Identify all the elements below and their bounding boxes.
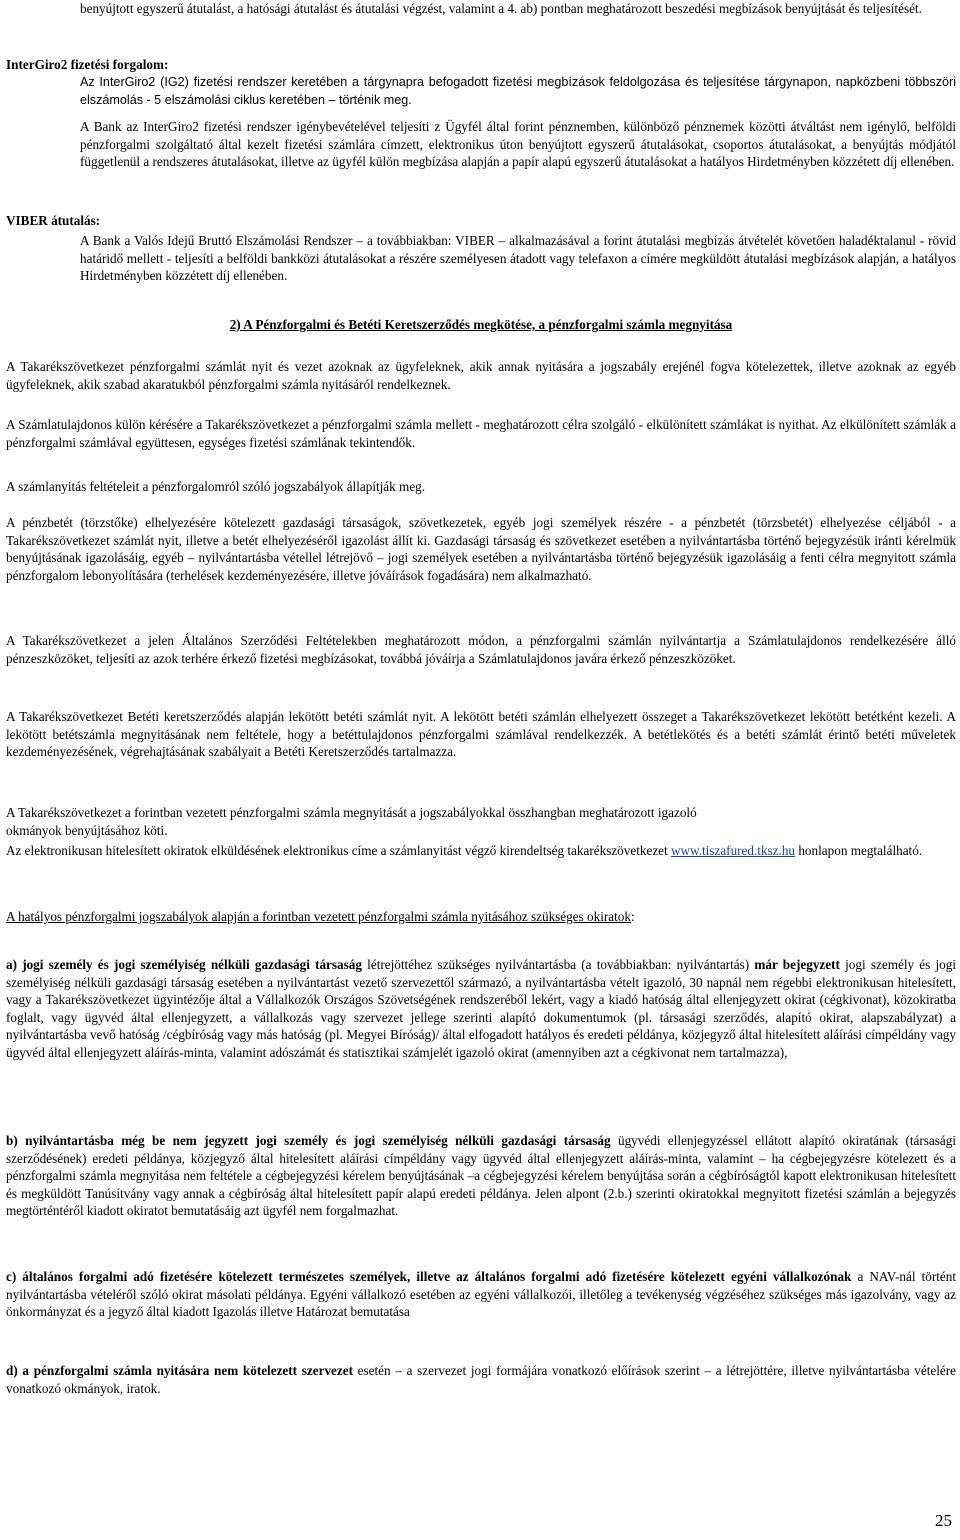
item-a-text-2: jogi személy és jogi személyiség nélküli gazdasági társaság esetében a nyilvántartást vezető szervezettől származó, a nyilvántartásba vételt igazoló, 30 napnál nem régebbi elektronikusan hitelesített, vagy a Takarékszövetkezet ügyintézője által a Vállalkozók Országos Szövetségének rendszeréből lekért, vagy a kiadó hatóság által ellenjegyzett okirat (cégkivonat), közokiratba foglalt, vagy ügyvéd által ellenjegyzett, a vállalkozás vagy szervezet jellege szerinti alapító dokumentumok (pl. társasági szerződés, alapító okirat, alapszabályzat) a nyilvántartásba vevő hatóság /cégbíróság vagy más hatóság (pl. Megyei Bíróság)/ által elfogadott hatályos és eredeti példánya, közjegyző által hitelesített aláírási címpéldány vagy ügyvéd által ellenjegyzett aláírás-minta, valamint adószámát és statisztikai számjelét igazoló okirat (amennyiben azt a cégkivonat nem tartalmazza),	[6, 957, 956, 1060]
item-a-label: a) jogi személy és jogi személyiség nélküli gazdasági társaság	[6, 957, 362, 972]
intergiro-heading: InterGiro2 fizetési forgalom:	[6, 57, 169, 72]
electronic-address-text: Az elektronikusan hitelesített okiratok elküldésének elektronikus címe a számlanyitást végző kirendeltség takarékszövetkezet	[6, 843, 668, 858]
list-item-b	[6, 1132, 956, 1220]
paragraph-documents-line-1: A Takarékszövetkezet a forintban vezetett pénzforgalmi számla megnyitását a jogszabályokkal összhangban meghatározott igazoló	[6, 805, 697, 820]
paragraph-conditions: A számlanyitás feltételeit a pénzforgalomról szóló jogszabályok állapítják meg.	[6, 479, 426, 494]
item-b-text: ügyvédi ellenjegyzéssel ellátott alapító okiratának (társasági szerződésének) eredeti példánya, közjegyző által hitelesített aláírási címpéldány vagy ügyvéd által ellenjegyzett aláírás-minta, valamint – ha cégbejegyzésre kötelezett és a pénzforgalmi számla megnyitása nem feltétele a cégbejegyzési kérelem benyújtásának –a cégbejegyzési kérelem benyújtása során a cégbíróságtól kapott elektronikusan hitelesített és megküldött Tanúsítvány vagy annak a cégbíróság által hitelesített papír alapú eredeti példánya. Jelen alpont (2.b.) szerinti okiratokkal megnyitott fizetési számlán a bejegyzés megtörténtéről kiadott okiratot bemutatásáig azt ügyfél nem forgalmazhat.	[6, 1133, 956, 1219]
paragraph-capital-deposit: A pénzbetét (törzstőke) elhelyezésére kötelezett gazdasági társaságok, szövetkezetek, egyéb jogi személyek részére - a pénzbetét (törzsbetét) elhelyezése céljából - a Takarékszövetkezet számlát nyit, illetve a betét elhelyezéséről igazolást állít ki. Gazdasági társaság és szövetkezet esetében a nyilvántartásba történő bejegyzésük iránti kérelmük benyújtásának igazolásáig, egyéb – nyilvántartásba vétellel létrejövő – jogi személyek esetében a nyilvántartásba történő bejegyzésük igazolásáig a fenti célra megnyitott számla pénzforgalom lebonyolítására (terhelések kezdeményezésére, illetve jóváírások fogadására) nem alkalmazható.	[6, 515, 956, 583]
item-b-label: b) nyilvántartásba még be nem jegyzett jogi személy és jogi személyiség nélküli gazdasági társaság	[6, 1133, 611, 1148]
documents-heading-text: A hatályos pénzforgalmi jogszabályok alapján a forintban vezetett pénzforgalmi számla nyitásához szükséges okiratok	[6, 909, 631, 924]
paragraph-documents-line-2: okmányok benyújtásához köti.	[6, 823, 168, 838]
item-a-text-1: létrejöttéhez szükséges nyilvántartásba (a továbbiakban: nyilvántartás)	[361, 957, 755, 972]
documents-heading-colon: :	[630, 909, 635, 924]
list-item-a	[6, 956, 956, 1062]
website-suffix: honlapon megtalálható.	[795, 843, 923, 858]
item-d-label: d) a pénzforgalmi számla nyitására nem kötelezett szervezet	[6, 1363, 353, 1378]
viber-paragraph: A Bank a Valós Idejű Bruttó Elszámolási Rendszer – a továbbiakban: VIBER – alkalmazásával a forint átutalási megbízás átvételét követően haladéktalanul - rövid határidő mellett - teljesíti a belföldi bankközi átutalásokat a részére személyesen átadott vagy telefaxon a címére megküldött átutalási megbízások alapján, a hatályos Hirdetményben közzétett díj ellenében.	[80, 233, 956, 284]
item-c-text: a NAV-nál történt nyilvántartásba vételéről szóló okirat másolati példánya. Egyéni vállalkozó esetében az egyéni vállalkozói, illetőleg a tevékenység végzéséhez szükséges más igazolvány, vagy az önkormányzat és a jegyző által kiadott Igazolás illetve Határozat bemutatása	[6, 1269, 956, 1320]
item-c-label: c) általános forgalmi adó fizetésére kötelezett természetes személyek, illetve az általános forgalmi adó fizetésére kötelezett egyéni vállalkozónak	[6, 1269, 852, 1284]
intergiro-paragraph-1: Az InterGiro2 (IG2) fizetési rendszer keretében a tárgynapra befogadott fizetési megbízások feldolgozása és teljesítése tárgynapon, napközbeni többszöri elszámolás - 5 elszámolási ciklus keretében – történik meg.	[80, 75, 956, 107]
website-link[interactable]: www.tiszafured.tksz.hu	[671, 843, 796, 858]
paragraph-fixed-deposit: A Takarékszövetkezet Betéti keretszerződés alapján lekötött betéti számlát nyit. A lekötött betéti számlán elhelyezett összeget a Takarékszövetkezet lekötött betétként kezeli. A lekötött betétszámla megnyitásának nem feltétele, hogy a betéttulajdonos pénzforgalmi számlával rendelkezzék. A betétlekötés és a betéti számlát érintő betéti műveletek kezdeményezésének, végrehajtásának szabályait a Betéti Keretszerződés tartalmazza.	[6, 709, 956, 760]
item-d-text: esetén – a szervezet jogi formájára vonatkozó előírások szerint – a létrejöttére, illetve nyilvántartásba vételére vonatkozó okmányok, iratok.	[6, 1363, 956, 1396]
top-fragment: benyújtott egyszerű átutalást, a hatósági átutalást és átutalási végzést, valamint a 4. ab) pontban meghatározott beszedési megbízások benyújtását és teljesítését.	[80, 1, 922, 16]
list-item-c	[6, 1268, 956, 1321]
section-title: 2) A Pénzforgalmi és Betéti Keretszerződés megkötése, a pénzforgalmi számla megnyitása	[229, 317, 733, 332]
list-item-d	[6, 1362, 956, 1397]
documents-heading	[6, 908, 956, 926]
paragraph-account-management: A Takarékszövetkezet a jelen Általános Szerződési Feltételekben meghatározott módon, a pénzforgalmi számlán nyilvántartja a Számlatulajdonos rendelkezésére álló pénzeszközöket, teljesíti az azok terhére érkező fizetési megbízásokat, továbbá jóváírja a Számlatulajdonos javára érkező pénzeszközöket.	[6, 633, 956, 666]
page-number: 25	[935, 1511, 952, 1530]
viber-heading: VIBER átutalás:	[6, 213, 101, 228]
paragraph-electronic-address	[6, 842, 956, 860]
paragraph-account-opening: A Takarékszövetkezet pénzforgalmi számlát nyit és vezet azoknak az ügyfeleknek, akik annak nyitására a jogszabály erejénél fogva kötelezettek, illetve azoknak az egyéb ügyfeleknek, akik szabad akaratukból pénzforgalmi számla nyitásáról rendelkeznek.	[6, 359, 956, 392]
paragraph-separate-accounts: A Számlatulajdonos külön kérésére a Takarékszövetkezet a pénzforgalmi számla mellett - meghatározott célra szolgáló - elkülönített számlákat is nyithat. Az elkülönített számlák a pénzforgalmi számlával együttesen, egységes fizetési számlának tekintendők.	[6, 417, 956, 450]
item-a-emphasis: már bejegyzett	[754, 957, 840, 972]
intergiro-paragraph-2: A Bank az InterGiro2 fizetési rendszer igénybevételével teljesíti z Ügyfél által forint pénznemben, különböző pénznemek közötti átváltást nem igénylő, belföldi pénzforgalmi szolgáltató által kezelt fizetési számlára címzett, elektronikus úton benyújtott egyszerű átutalásokat, csoportos átutalásokat, a benyújtás módjától függetlenül a rendszeres átutalásokat, illetve az ügyfél külön megbízása alapján a papír alapú egyszerű átutalásokat a hatályos Hirdetményben közzétett díj ellenében.	[80, 119, 956, 170]
